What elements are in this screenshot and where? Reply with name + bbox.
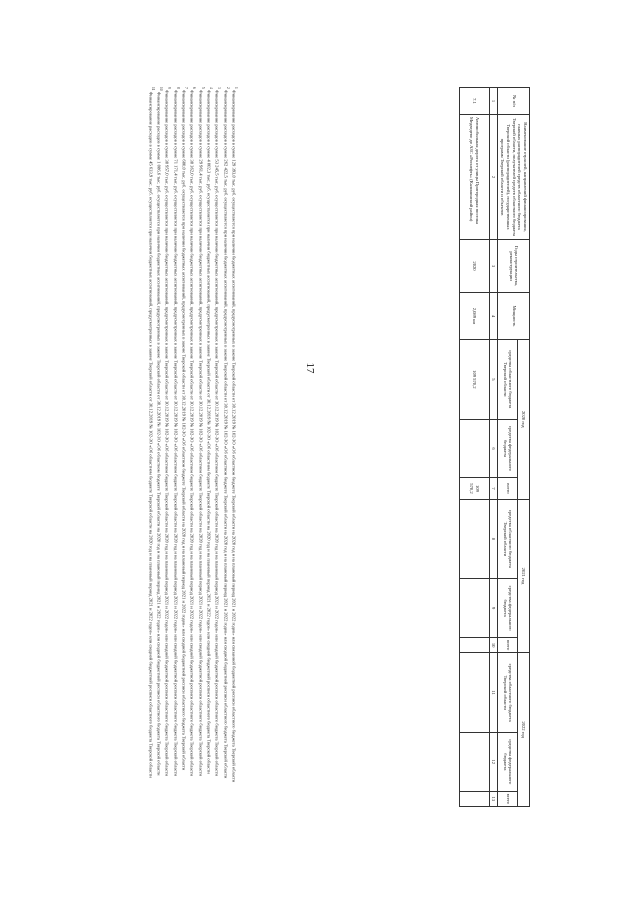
- col-number: 13: [489, 791, 498, 806]
- row-num: 7.1: [459, 88, 489, 115]
- header-2021-federal: средства федерального бюджета: [498, 579, 518, 638]
- column-number-row: [489, 88, 498, 807]
- footnote: $^9$ Финансирование расходов в сумме 38 957,0 тыс. руб. осуществляется при наличии бюджетных ассигнований, предусмотренных в законе Тверской области от 30.12.2019 № 102-ЗО «Об областном бюджете Тверской области на 2020 год и на плановый период 2021 и 2022 годов» или сводной бюджетной росписи областного бюджета Тверской области: [164, 87, 172, 777]
- footnote: $^6$ Финансирование расходов в сумме 38 362,0 тыс. руб. осуществляется при наличии бюджетных ассигнований, предусмотренных в законе Тверской области от 30.12.2019 № 102-ЗО «Об областном бюджете Тверской области на 2020 год и на плановый период 2021 и 2022 годов» или сводной бюджетной росписи областного бюджета Тверской области: [189, 87, 197, 777]
- footnote: $^5$ Финансирование расходов в сумме 29 961,4 тыс. руб. осуществляется при наличии бюджетных ассигнований, предусмотренных в законе Тверской области от 30.12.2019 № 102-ЗО «Об областном бюджете Тверской области на 2020 год и на плановый период 2021 и 2022 годов» или сводной бюджетной росписи областного бюджета Тверской области: [198, 87, 205, 777]
- col-number: 7: [489, 478, 498, 499]
- footnote: $^2$ Финансирование расходов в сумме 262 422,5 тыс. руб. осуществляется при наличии бюджетных ассигнований, предусмотренных в законе Тверской области от 30.12.2019 № 102-ЗО «Об областном бюджете Тверской области на 2020 год и на плановый период 2021 и 2022 годов» или сводной бюджетной росписи областного бюджета Тверской области: [223, 87, 230, 779]
- header-2022-federal: средства федерального бюджета: [498, 732, 518, 791]
- row-2022-federal: [459, 732, 489, 791]
- header-2021-regional: средства областного бюджета Тверской области: [498, 499, 518, 579]
- header-2021: 2021 год: [518, 499, 530, 653]
- row-2022-total: [459, 791, 489, 806]
- header-years: Годы строительства, реконструкции: [498, 240, 530, 293]
- header-2022-total: всего: [498, 791, 518, 806]
- row-2020-regional: 109 570,2: [459, 340, 489, 420]
- footnote: $^8$ Финансирование расходов в сумме 71 171,4 тыс. руб. осуществляется при наличии бюджетных ассигнований, предусмотренных в законе Тверской области от 30.12.2019 № 102-ЗО «Об областном бюджете Тверской области на 2020 год и на плановый период 2021 и 2022 годов» или сводной бюджетной росписи областного бюджета Тверской области: [173, 87, 180, 777]
- footnote: $^{10}$ Финансирование расходов в сумме 1 086,6 тыс. руб. осуществляется при наличии бюджетных ассигнований, предусмотренных в законе Тверской области от 30.12.2019 № 102-ЗО «Об областном бюджете Тверской области на 2020 год и на плановый период 2021 и 2022 годов» или сводной бюджетной росписи областного бюджета Тверской области: [156, 87, 164, 776]
- row-2020-federal: [459, 419, 489, 478]
- col-number: 6: [489, 419, 498, 478]
- col-number: 10: [489, 637, 498, 652]
- col-number: 1: [489, 88, 498, 115]
- header-2021-total: всего: [498, 637, 518, 652]
- col-number: 3: [489, 240, 498, 293]
- footnote: $^1$ Финансирование расходов в сумме 129 393,0 тыс. руб. осуществляется при наличии бюджетных ассигнований, предусмотренных в законе Тверской области от 30.12.2019 № 102-ЗО «Об областном бюджете Тверской области на 2020 год и на плановый период 2021 и 2022 годов» или связанной бюджетной росписи областного бюджета Тверской области: [231, 87, 238, 783]
- row-2021-regional: [459, 499, 489, 579]
- header-num: № п/п: [498, 88, 530, 115]
- objects-table: [459, 87, 530, 807]
- row-capacity: 2,089 км: [459, 293, 489, 340]
- header-name: Наименование отраслей, направлений финансирования, главных распорядителей средств областного бюджета Тверской области, получателей средств областного бюджета Тверской области (распорядителей), государственных программ Тверской области и объектов: [498, 115, 530, 240]
- row-object-name: Автомобильная дорога от улицы Пригородная поселка Медведево до АЗС «Роснефть» (Калининский район): [459, 115, 489, 240]
- landscape-page: [100, 57, 530, 837]
- row-2021-total: [459, 637, 489, 652]
- footnote: $^{11}$ Финансирование расходов в сумме 45 633,9 тыс. руб. осуществляется при наличии бюджетных ассигнований, предусмотренных в законе Тверской области от 30.12.2019 № 102-ЗО «Об областном бюджете Тверской области на 2020 год и на плановый период 2021 и 2022 годов» или сводной бюджетной росписи областного бюджета Тверской области: [148, 87, 155, 778]
- header-2022: 2022 год: [518, 653, 530, 807]
- header-2020: 2020 год: [518, 340, 530, 500]
- footnote: $^7$ Финансирование расходов в сумме 680,0 тыс. руб. осуществляется при наличии бюджетных ассигнований, предусмотренных в законе Тверской области от 30.12.2019 № 102-ЗО «Об областном бюджете Тверской области на 2020 год и на плановый период 2021 и 2022 годов» или сводной бюджетной росписи областного бюджета Тверской области: [181, 87, 189, 771]
- row-2021-federal: [459, 579, 489, 638]
- col-number: 8: [489, 499, 498, 579]
- header-2020-total: всего: [498, 478, 518, 499]
- header-2020-federal: средства федерального бюджета: [498, 419, 518, 478]
- col-number: 4: [489, 293, 498, 340]
- table-row: [459, 88, 489, 807]
- footnote: $^3$ Финансирование расходов в сумме 53 245,5 тыс. руб. осуществляется при наличии бюджетных ассигнований, предусмотренных в законе Тверской области от 30.12.2019 № 102-ЗО «Об областном бюджете Тверской области на 2020 год и на плановый период 2021 и 2022 годов» или сводной бюджетной росписи областного бюджета Тверской области: [214, 87, 222, 777]
- col-number: 2: [489, 115, 498, 240]
- header-capacity: Мощность: [498, 293, 530, 340]
- footnote: $^4$ Финансирование расходов в сумме 4 002,3 тыс. руб. осуществляется при наличии бюджетных ассигнований, предусмотренных в законе Тверской области от 30.12.2019 № 102-ЗО «Об областном бюджете Тверской области на 2020 год и на плановый период 2021 и 2022 годов» или сводной бюджетной росписи областного бюджета Тверской области: [206, 87, 214, 774]
- row-2022-regional: [459, 653, 489, 733]
- row-2020-total: 109 570,2: [459, 478, 489, 499]
- header-2020-regional: средства областного бюджета Тверской области: [498, 340, 518, 420]
- row-years: 2020: [459, 240, 489, 293]
- col-number: 5: [489, 340, 498, 420]
- col-number: 12: [489, 732, 498, 791]
- col-number: 11: [489, 653, 498, 733]
- page-number: 17: [304, 362, 316, 374]
- footnotes: [146, 87, 238, 807]
- header-2022-regional: средства областного бюджета Тверской области: [498, 653, 518, 733]
- col-number: 9: [489, 579, 498, 638]
